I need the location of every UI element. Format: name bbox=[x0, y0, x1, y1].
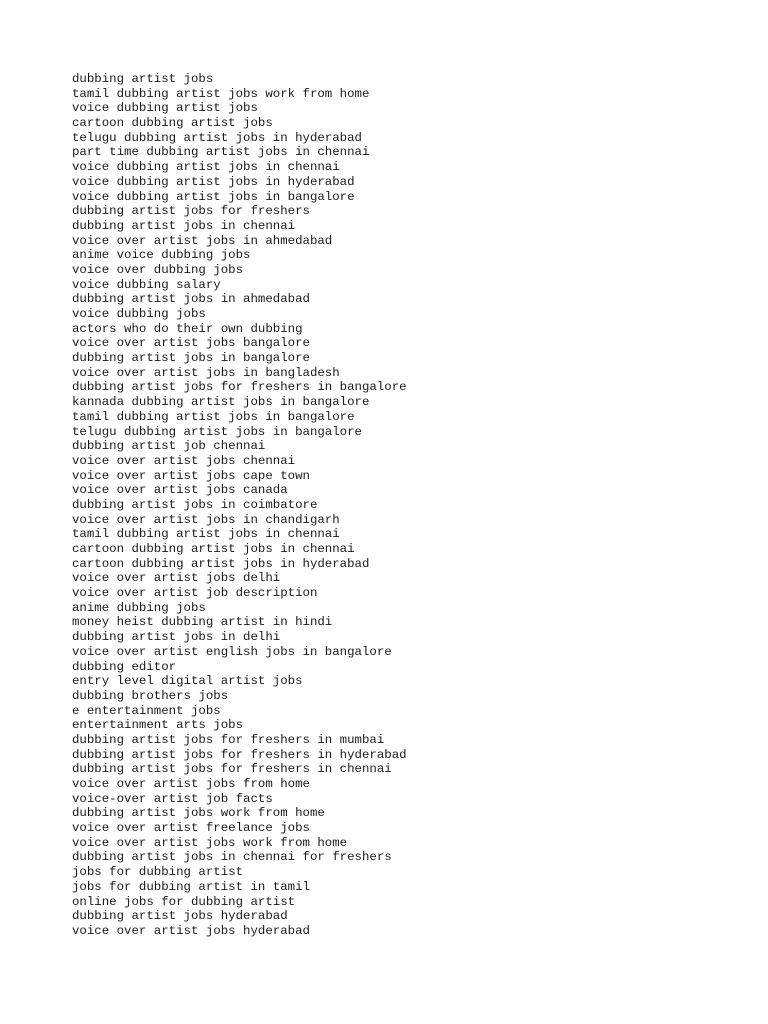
keyword-line: voice over artist freelance jobs bbox=[72, 821, 310, 836]
keyword-line: voice over artist jobs hyderabad bbox=[72, 923, 310, 938]
keyword-line: entry level digital artist jobs bbox=[72, 674, 303, 689]
keyword-line: dubbing artist jobs hyderabad bbox=[72, 909, 288, 924]
keyword-line: dubbing artist jobs for freshers in bangalore bbox=[72, 380, 407, 395]
keyword-line: voice over artist jobs from home bbox=[72, 777, 310, 791]
keyword-line: money heist dubbing artist in hindi bbox=[72, 615, 333, 630]
keyword-line: voice over artist english jobs in bangalore bbox=[72, 644, 392, 659]
keyword-line: voice dubbing jobs bbox=[72, 307, 206, 321]
keyword-line: tamil dubbing artist jobs work from home bbox=[72, 86, 370, 101]
keyword-line: voice over artist jobs chennai bbox=[72, 453, 296, 468]
keyword-line: e entertainment jobs bbox=[72, 703, 221, 718]
keyword-line: cartoon dubbing artist jobs in hyderabad bbox=[72, 556, 370, 571]
keyword-line: dubbing brothers jobs bbox=[72, 688, 229, 703]
keyword-line: voice dubbing artist jobs bbox=[72, 101, 258, 116]
keyword-line: voice over artist jobs in bangladesh bbox=[72, 365, 340, 380]
keyword-line: cartoon dubbing artist jobs in chennai bbox=[72, 542, 355, 556]
keyword-line: voice-over artist job facts bbox=[72, 791, 273, 806]
keyword-line: tamil dubbing artist jobs in bangalore bbox=[72, 409, 355, 424]
keyword-line: dubbing artist job chennai bbox=[72, 439, 266, 454]
keyword-line: kannada dubbing artist jobs in bangalore bbox=[72, 395, 370, 410]
keyword-line: voice over artist jobs work from home bbox=[72, 835, 348, 850]
keyword-line: voice over artist job description bbox=[72, 586, 318, 601]
keyword-line: entertainment arts jobs bbox=[72, 718, 244, 733]
keyword-line: voice dubbing artist jobs in hyderabad bbox=[72, 174, 355, 189]
keyword-line: dubbing editor bbox=[72, 659, 177, 674]
keyword-line: voice over artist jobs cape town bbox=[72, 468, 310, 483]
keyword-line: voice over artist jobs delhi bbox=[72, 571, 281, 586]
keyword-line: voice over artist jobs in chandigarh bbox=[72, 512, 340, 527]
keyword-line: cartoon dubbing artist jobs bbox=[72, 116, 273, 131]
keyword-line: online jobs for dubbing artist bbox=[72, 894, 296, 909]
keyword-line: dubbing artist jobs for freshers in hyderabad bbox=[72, 747, 407, 762]
keyword-line: dubbing artist jobs bbox=[72, 72, 214, 86]
keyword-line: voice over artist jobs in ahmedabad bbox=[72, 233, 333, 248]
keyword-line: dubbing artist jobs in bangalore bbox=[72, 351, 310, 366]
keyword-line: voice over dubbing jobs bbox=[72, 262, 244, 277]
keyword-line: tamil dubbing artist jobs in chennai bbox=[72, 527, 340, 542]
keyword-line: actors who do their own dubbing bbox=[72, 321, 303, 336]
keyword-line: dubbing artist jobs work from home bbox=[72, 806, 325, 821]
keyword-line: dubbing artist jobs for freshers bbox=[72, 204, 310, 219]
keyword-line: dubbing artist jobs in coimbatore bbox=[72, 497, 318, 512]
keyword-line: anime dubbing jobs bbox=[72, 600, 206, 615]
keyword-line: voice dubbing salary bbox=[72, 277, 221, 292]
keyword-line: dubbing artist jobs for freshers in chennai bbox=[72, 762, 392, 777]
keyword-line: telugu dubbing artist jobs in hyderabad bbox=[72, 130, 362, 145]
keyword-list bbox=[72, 72, 407, 939]
keyword-line: part time dubbing artist jobs in chennai bbox=[72, 145, 370, 160]
keyword-line: voice dubbing artist jobs in chennai bbox=[72, 160, 340, 175]
keyword-line: jobs for dubbing artist bbox=[72, 865, 244, 880]
keyword-line: voice over artist jobs canada bbox=[72, 483, 288, 498]
keyword-line: dubbing artist jobs in chennai bbox=[72, 218, 296, 233]
keyword-line: jobs for dubbing artist in tamil bbox=[72, 879, 310, 894]
keyword-line: dubbing artist jobs for freshers in mumbai bbox=[72, 732, 385, 747]
keyword-line: telugu dubbing artist jobs in bangalore bbox=[72, 424, 362, 439]
keyword-line: voice dubbing artist jobs in bangalore bbox=[72, 189, 355, 204]
keyword-line: voice over artist jobs bangalore bbox=[72, 336, 310, 351]
keyword-line: dubbing artist jobs in chennai for freshers bbox=[72, 850, 392, 865]
keyword-line: dubbing artist jobs in delhi bbox=[72, 630, 281, 645]
keyword-line: anime voice dubbing jobs bbox=[72, 248, 251, 263]
keyword-line: dubbing artist jobs in ahmedabad bbox=[72, 292, 310, 307]
